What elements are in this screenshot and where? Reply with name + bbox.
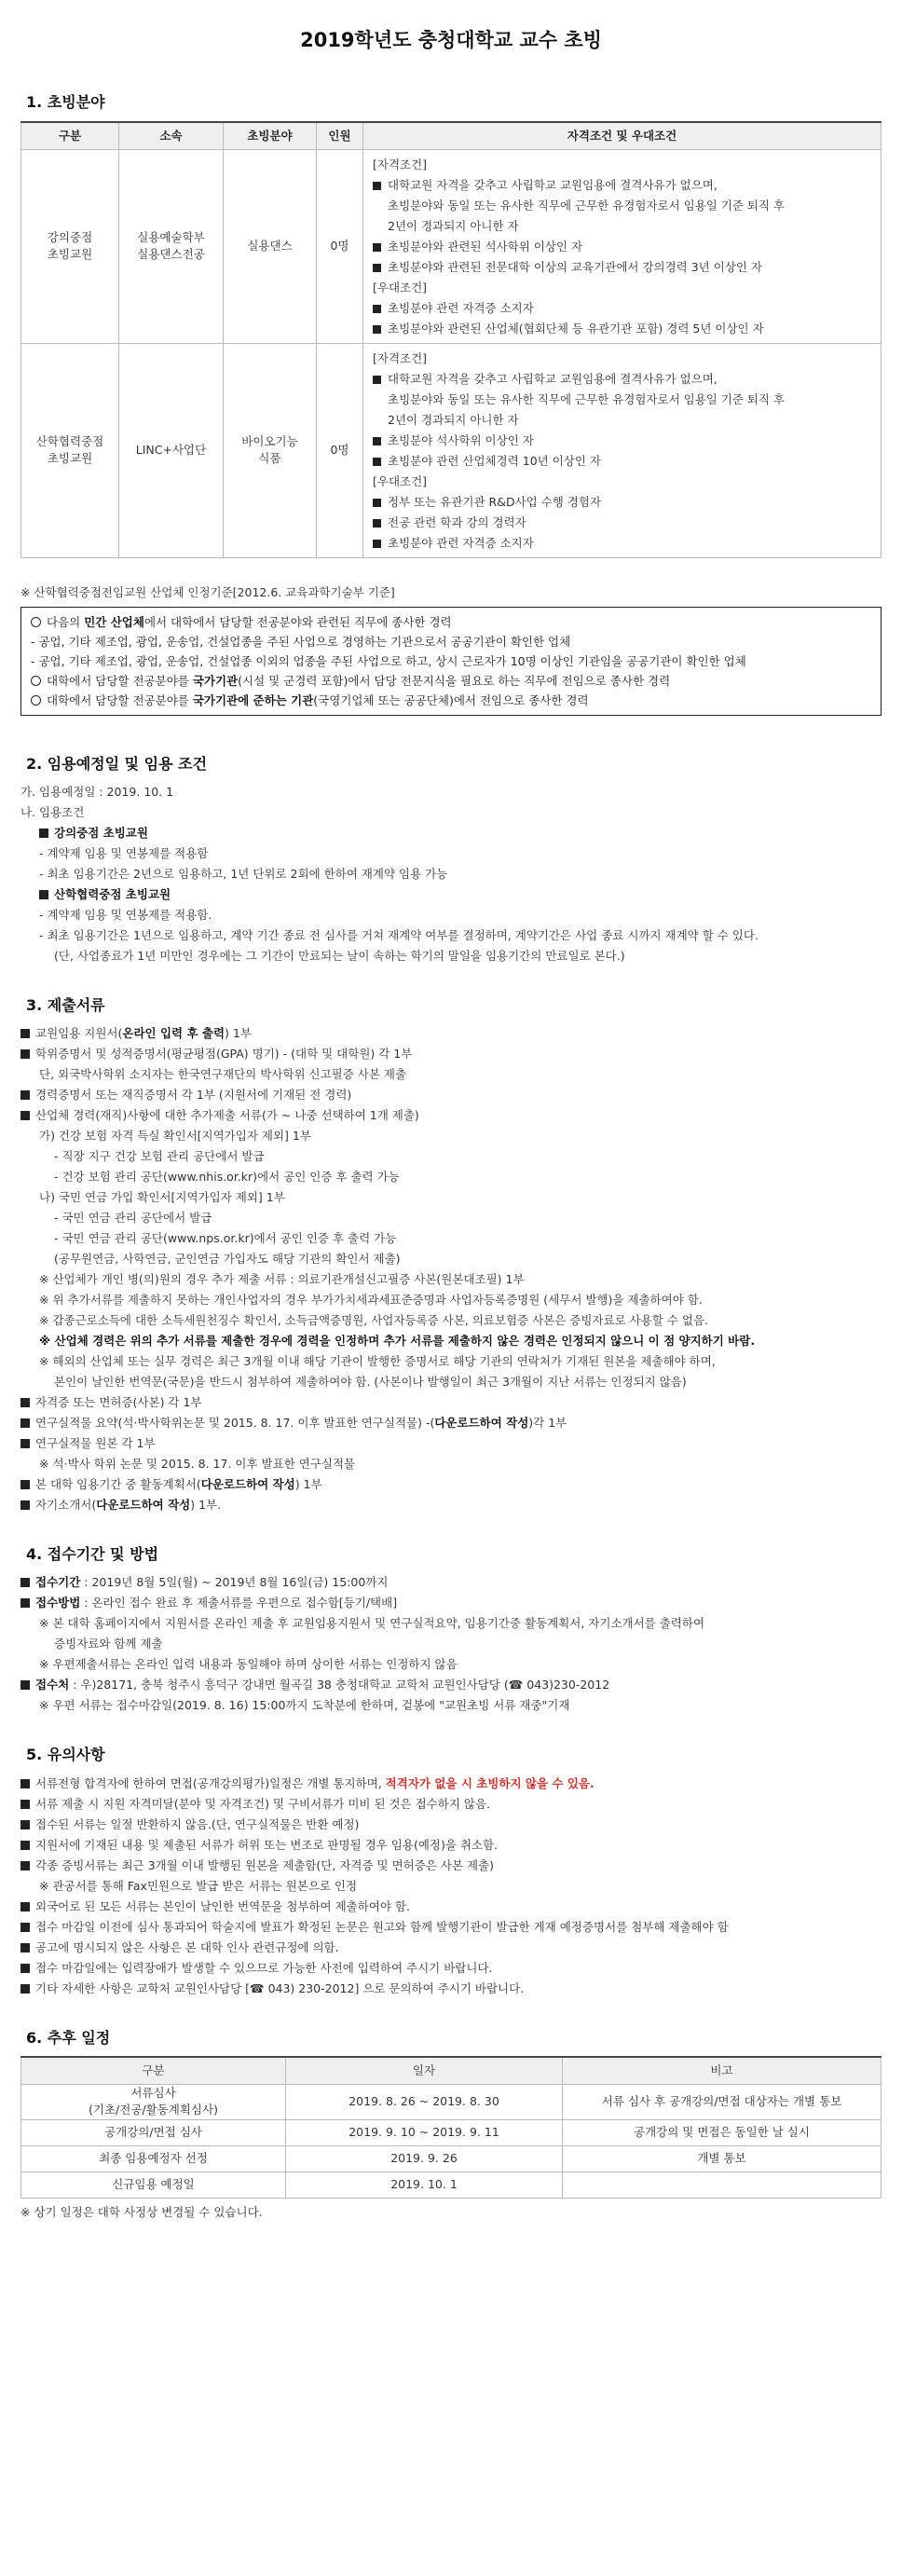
criteria-text: 다음의 — [47, 614, 85, 629]
list-item: - 최초 임용기간은 2년으로 임용하고, 1년 단위로 2회에 한하여 재계약 임용 가능 — [39, 867, 448, 882]
list-note: ※ 관공서를 통해 Fax민원으로 발급 받은 서류는 원본으로 인정 — [39, 1878, 358, 1893]
list-subitem: - 직장 지구 건강 보험 관리 공단에서 발급 — [54, 1149, 265, 1164]
department-line: 실용예술학부 — [137, 230, 205, 245]
cell-field — [224, 149, 317, 343]
header-cell: 일자 — [286, 2057, 563, 2085]
list-subitem: 가) 건강 보험 자격 득실 확인서[지역가입자 제외] 1부 — [39, 1129, 311, 1144]
criteria-line — [31, 671, 871, 691]
criteria-emphasis: 국가기관 — [192, 673, 239, 688]
cell-stage — [21, 2085, 286, 2119]
criteria-line — [31, 632, 871, 651]
group-title: 산학협력중점 초빙교원 — [39, 884, 882, 905]
table-row — [21, 343, 882, 557]
circle-icon — [31, 676, 41, 686]
group-title: 강의중점 초빙교원 — [39, 823, 882, 843]
section-appointment — [20, 753, 882, 966]
qualification-text: 2년이 경과되지 아니한 자 — [388, 412, 519, 427]
list-note: ※ 해외의 산업체 또는 실무 경력은 최근 3개월 이내 해당 기관이 발행한 증명서로 해당 기관의 연락처가 기재된 원본을 제출해야 하며, — [39, 1354, 716, 1369]
header-cell: 구분 — [21, 122, 119, 150]
qualification-text: 초빙분야와 관련된 석사학위 이상인 자 — [388, 239, 583, 253]
header-cell: 자격조건 및 우대조건 — [363, 122, 882, 150]
criteria-text: - 공업, 기타 제조업, 광업, 운송업, 건설업종을 주된 사업으로 경영하는 기관으로서 공공기관이 확인한 업체 — [31, 634, 571, 649]
qualification-text: 초빙분야 관련 산업체경력 10년 이상인 자 — [388, 453, 601, 468]
list-item: 학위증명서 및 성적증명서(평균평점(GPA) 명기) - (대학 및 대학원) 각 1부 — [20, 1044, 882, 1064]
list-item: - 계약제 임용 및 연봉제를 적용함. — [39, 908, 212, 923]
section-title: 1. 초빙분야 — [26, 93, 105, 112]
section-title: 5. 유의사항 — [26, 1746, 105, 1764]
stage-line: 공개강의/면접 심사 — [104, 2125, 202, 2139]
list-item: 접수기간 : 2019년 8월 5일(월) ~ 2019년 8월 16일(금) 15:00까지 — [20, 1572, 882, 1593]
cell-count: 0명 — [317, 343, 363, 557]
list-item: 경력증명서 또는 재직증명서 각 1부 (지원서에 기재된 전 경력) — [20, 1085, 882, 1105]
criteria-text: 에서 대학에서 담당할 전공분야와 관련된 직무에 종사한 경력 — [144, 614, 452, 629]
table-header-row — [21, 2057, 882, 2085]
department-line: LINC+사업단 — [135, 443, 207, 458]
list-item: 자기소개서(다운로드하여 작성) 1부. — [20, 1495, 882, 1515]
list-item: 외국어로 된 모든 서류는 본인이 날인한 번역문을 첨부하여 제출하여야 함. — [20, 1897, 882, 1917]
qualification-text: 대학교원 자격을 갖추고 사립학교 교원임용에 결격사유가 없으며, — [388, 177, 718, 192]
list-item: 교원임용 지원서(온라인 입력 후 출력) 1부 — [20, 1023, 882, 1044]
field-line: 식품 — [258, 451, 281, 466]
appointment-date: 가. 임용예정일 : 2019. 10. 1 — [20, 785, 174, 800]
list-subitem: (공무원연금, 사학연금, 군인연금 가입자도 해당 기관의 확인서 제출) — [54, 1252, 401, 1267]
cell-date: 2019. 8. 26 ~ 2019. 8. 30 — [286, 2085, 563, 2119]
criteria-emphasis: 민간 산업체 — [84, 614, 144, 629]
criteria-line — [31, 651, 871, 671]
category-line: 강의중점 — [47, 230, 93, 245]
cell-remark: 공개강의 및 면접은 동일한 날 실시 — [563, 2119, 882, 2145]
table-row — [21, 149, 882, 343]
cell-department — [119, 343, 224, 557]
field-line: 바이오기능 — [241, 434, 298, 449]
industry-criteria-note: ※ 산학협력중점전임교원 산업체 인정기준[2012.6. 교육과학기술부 기준] — [20, 584, 395, 599]
cell-stage — [21, 2119, 286, 2145]
cell-date: 2019. 9. 10 ~ 2019. 9. 11 — [286, 2119, 563, 2145]
section-title: 4. 접수기간 및 방법 — [26, 1545, 159, 1564]
section-documents — [20, 994, 882, 1515]
list-item: 본 대학 임용기간 중 활동계획서(다운로드하여 작성) 1부 — [20, 1474, 882, 1495]
category-line: 초빙교원 — [47, 247, 93, 262]
cell-qualifications — [363, 343, 882, 557]
qualification-text: 초빙분야와 관련된 전문대학 이상의 교육기관에서 강의경력 3년 이상인 자 — [388, 259, 762, 274]
list-item: 접수처 : 우)28171, 충북 청주시 흥덕구 강내면 월곡길 38 충청대학교 교학처 교원인사담당 (☎ 043)230-2012 — [20, 1675, 882, 1695]
page-title: 2019학년도 충청대학교 교수 초빙 — [300, 29, 602, 51]
list-item: 산업체 경력(재직)사항에 대한 추가제출 서류(가 ~ 나중 선택하여 1개 제출) — [20, 1105, 882, 1126]
list-item: 접수 마감일 이전에 심사 통과되어 학술지에 발표가 확정된 논문은 원고와 함께 발행기관이 발급한 게재 예정증명서를 첨부해 제출해야 함 — [20, 1917, 882, 1938]
stage-line: 신규임용 예정일 — [112, 2177, 195, 2191]
list-item: - 계약제 임용 및 연봉제를 적용함 — [39, 846, 209, 861]
preference-heading: [우대조건] — [373, 473, 428, 488]
criteria-line — [31, 691, 871, 710]
list-item: 지원서에 기재된 내용 및 제출된 서류가 허위 또는 변조로 판명될 경우 임용(예정)을 취소함. — [20, 1835, 882, 1856]
circle-icon — [31, 617, 41, 627]
cell-qualifications — [363, 149, 882, 343]
stage-line: (기초/전공/활동계획심사) — [89, 2103, 218, 2117]
cell-category — [21, 343, 119, 557]
table-row — [21, 2172, 882, 2198]
stage-line: 서류심사 — [130, 2086, 176, 2101]
list-note: 증빙자료와 함께 제출 — [54, 1637, 163, 1651]
cell-department — [119, 149, 224, 343]
list-item: - 최초 임용기간은 1년으로 임용하고, 계약 기간 종료 전 심사를 거쳐 재계약 여부를 결정하며, 계약기간은 사업 종료 시까지 재계약 할 수 있다. — [39, 928, 758, 943]
cell-stage — [21, 2172, 286, 2198]
qualification-item — [373, 451, 875, 472]
qualification-item — [373, 431, 875, 451]
header-cell: 인원 — [317, 122, 363, 150]
list-item: (단, 사업종료가 1년 미만인 경우에는 그 기간이 만료되는 날이 속하는 학기의 말일을 임용기간의 만료일로 본다.) — [54, 949, 625, 964]
department-line: 실용댄스전공 — [137, 247, 205, 262]
qualification-item — [373, 175, 875, 237]
list-item: 각종 증빙서류는 최근 3개월 이내 발행된 원본을 제출함(단, 자격증 및 면허증은 사본 제출) — [20, 1856, 882, 1876]
criteria-text: 대학에서 담당할 전공분야를 — [47, 673, 193, 688]
preference-item: 초빙분야 관련 자격증 소지자 — [373, 298, 875, 319]
list-item: 연구실적물 원본 각 1부 — [20, 1433, 882, 1454]
qualification-text: 대학교원 자격을 갖추고 사립학교 교원임용에 결격사유가 없으며, — [388, 371, 718, 386]
cell-remark: 개별 통보 — [563, 2145, 882, 2172]
list-note: ※ 산업체가 개인 병(의)원의 경우 추가 제출 서류 : 의료기관개설신고필증 사본(원본대조필) 1부 — [39, 1272, 525, 1287]
list-note: 단, 외국박사학위 소지자는 한국연구재단의 박사학위 신고필증 사본 제출 — [39, 1067, 407, 1082]
schedule-table — [20, 2056, 882, 2199]
header-cell: 소속 — [119, 122, 224, 150]
list-note: ※ 우편 서류는 접수마감일(2019. 8. 16) 15:00까지 도착분에 한하며, 겉봉에 "교원초빙 서류 재중"기재 — [39, 1698, 570, 1713]
section-recruit-fields — [20, 91, 882, 715]
schedule-footnote: ※ 상기 일정은 대학 사정상 변경될 수 있습니다. — [20, 2204, 263, 2219]
list-note: ※ 갑종근로소득에 대한 소득세원천징수 확인서, 소득금액증명원, 사업자등록증 사본, 의료보험증 사본은 증빙자료로 사용할 수 없음. — [39, 1313, 708, 1328]
header-cell: 초빙분야 — [224, 122, 317, 150]
stage-line: 최종 임용예정자 선정 — [99, 2151, 208, 2165]
appointment-conditions-heading: 나. 임용조건 — [20, 805, 85, 820]
list-item: 연구실적물 요약(석·박사학위논문 및 2015. 8. 17. 이후 발표한 연구실적물) -(다운로드하여 작성)각 1부 — [20, 1413, 882, 1433]
section-submission — [20, 1543, 882, 1716]
cell-date: 2019. 10. 1 — [286, 2172, 563, 2198]
qualification-text: 초빙분야 석사학위 이상인 자 — [388, 432, 534, 447]
industry-criteria-box — [20, 607, 882, 716]
table-header-row — [21, 122, 882, 150]
section-title: 6. 추후 일정 — [26, 2028, 111, 2047]
list-item: 접수 마감일에는 입력장애가 발생할 수 있으므로 가능한 사전에 입력하여 주시기 바랍니다. — [20, 1958, 882, 1979]
header-cell: 구분 — [21, 2057, 286, 2085]
cell-category — [21, 149, 119, 343]
qualification-item — [373, 257, 875, 278]
list-subitem: - 국민 연금 관리 공단에서 발급 — [54, 1211, 212, 1226]
preference-heading: [우대조건] — [373, 280, 428, 295]
section-title: 2. 임용예정일 및 임용 조건 — [26, 754, 208, 773]
qualification-item — [373, 369, 875, 431]
list-item: 기타 자세한 사항은 교학처 교원인사담당 [☎ 043) 230-2012] 으로 문의하여 주시기 바랍니다. — [20, 1979, 882, 1999]
qualification-heading: [자격조건] — [373, 350, 428, 365]
cell-remark: 서류 심사 후 공개강의/면접 대상자는 개별 통보 — [563, 2085, 882, 2119]
table-row — [21, 2085, 882, 2119]
preference-item: 초빙분야와 관련된 산업체(협회단체 등 유관기관 포함) 경력 5년 이상인 자 — [373, 319, 875, 339]
section-schedule — [20, 2027, 882, 2221]
table-row — [21, 2119, 882, 2145]
criteria-text: (시설 및 군경력 포함)에서 담당 전문지식을 필요로 하는 직무에 전임으로 종사한 경력 — [238, 673, 671, 688]
list-note: ※ 석·박사 학위 논문 및 2015. 8. 17. 이후 발표한 연구실적물 — [39, 1457, 356, 1472]
criteria-line — [31, 612, 871, 632]
qualification-text: 초빙분야와 동일 또는 유사한 직무에 근무한 유경험자로서 임용일 기준 퇴직 후 — [388, 198, 786, 212]
criteria-text: (국영기업체 또는 공공단체)에서 전임으로 종사한 경력 — [313, 692, 589, 707]
list-item: 접수된 서류는 일절 반환하지 않음.(단, 연구실적물은 반환 예정) — [20, 1815, 882, 1835]
preference-item: 초빙분야 관련 자격증 소지자 — [373, 533, 875, 554]
list-item: 자격증 또는 면허증(사본) 각 1부 — [20, 1392, 882, 1413]
cell-count: 0명 — [317, 149, 363, 343]
section-notices — [20, 1744, 882, 1998]
list-note: ※ 우편제출서류는 온라인 입력 내용과 동일해야 하며 상이한 서류는 인정하지 않음 — [39, 1657, 458, 1672]
qualification-item — [373, 237, 875, 257]
criteria-emphasis: 국가기관에 준하는 기관 — [192, 692, 314, 707]
category-line: 초빙교원 — [47, 451, 93, 466]
cell-remark — [563, 2172, 882, 2198]
cell-field — [224, 343, 317, 557]
list-subitem: - 건강 보험 관리 공단(www.nhis.or.kr)에서 공인 인증 후 출력 가능 — [54, 1170, 400, 1185]
list-item: 접수방법 : 온라인 접수 완료 후 제출서류를 우편으로 접수함[등기/택배] — [20, 1593, 882, 1613]
cell-date: 2019. 9. 26 — [286, 2145, 563, 2172]
section-title: 3. 제출서류 — [26, 996, 105, 1015]
list-note: ※ 산업체 경력은 위의 추가 서류를 제출한 경우에 경력을 인정하며 추가 서류를 제출하지 않은 경력은 인정되지 않으니 이 점 양지하기 바람. — [39, 1334, 756, 1349]
list-item: 공고에 명시되지 않은 사항은 본 대학 인사 관련규정에 의함. — [20, 1938, 882, 1958]
table-row — [21, 2145, 882, 2172]
header-cell: 비고 — [563, 2057, 882, 2085]
list-subitem: 나) 국민 연금 가입 확인서[지역가입자 제외] 1부 — [39, 1190, 285, 1205]
recruit-table — [20, 121, 882, 558]
list-note: ※ 위 추가서류를 제출하지 못하는 개인사업자의 경우 부가가치세과세표준증명과 사업자등록증명원 (세무서 발행)을 제출하여야 함. — [39, 1293, 703, 1308]
cell-stage — [21, 2145, 286, 2172]
field-line: 실용댄스 — [247, 239, 293, 253]
criteria-text: - 공업, 기타 제조업, 광업, 운송업, 건설업종 이외의 업종을 주된 사업으로 하고, 상시 근로자가 10명 이상인 기관임을 공공기관이 확인한 업체 — [31, 653, 746, 668]
list-item: 서류전형 합격자에 한하여 면접(공개강의평가)일정은 개별 통지하며, 적격자가 없을 시 초빙하지 않을 수 있음. — [20, 1774, 882, 1794]
list-note: ※ 본 대학 홈페이지에서 지원서를 온라인 제출 후 교원임용지원서 및 연구실적요약, 임용기간중 활동계획서, 자기소개서를 출력하여 — [39, 1616, 705, 1631]
list-item: 서류 제출 시 지원 자격미달(분야 및 자격조건) 및 구비서류가 미비 된 것은 접수하지 않음. — [20, 1794, 882, 1815]
criteria-text: 대학에서 담당할 전공분야를 — [47, 692, 193, 707]
list-subitem: - 국민 연금 관리 공단(www.nps.or.kr)에서 공인 인증 후 출력 가능 — [54, 1231, 397, 1246]
preference-item: 정부 또는 유관기관 R&D사업 수행 경험자 — [373, 492, 875, 513]
qualification-text: 2년이 경과되지 아니한 자 — [388, 218, 519, 233]
circle-icon — [31, 695, 41, 706]
list-note: 본인이 날인한 번역문(국문)을 반드시 첨부하여 제출하여야 함. (사본이나 발행일이 최근 3개월이 지난 서류는 인정되지 않음) — [54, 1375, 687, 1390]
category-line: 산학협력중점 — [35, 434, 104, 449]
qualification-text: 초빙분야와 동일 또는 유사한 직무에 근무한 유경험자로서 임용일 기준 퇴직 후 — [388, 391, 786, 406]
preference-item: 전공 관련 학과 강의 경력자 — [373, 513, 875, 533]
qualification-heading: [자격조건] — [373, 157, 428, 171]
